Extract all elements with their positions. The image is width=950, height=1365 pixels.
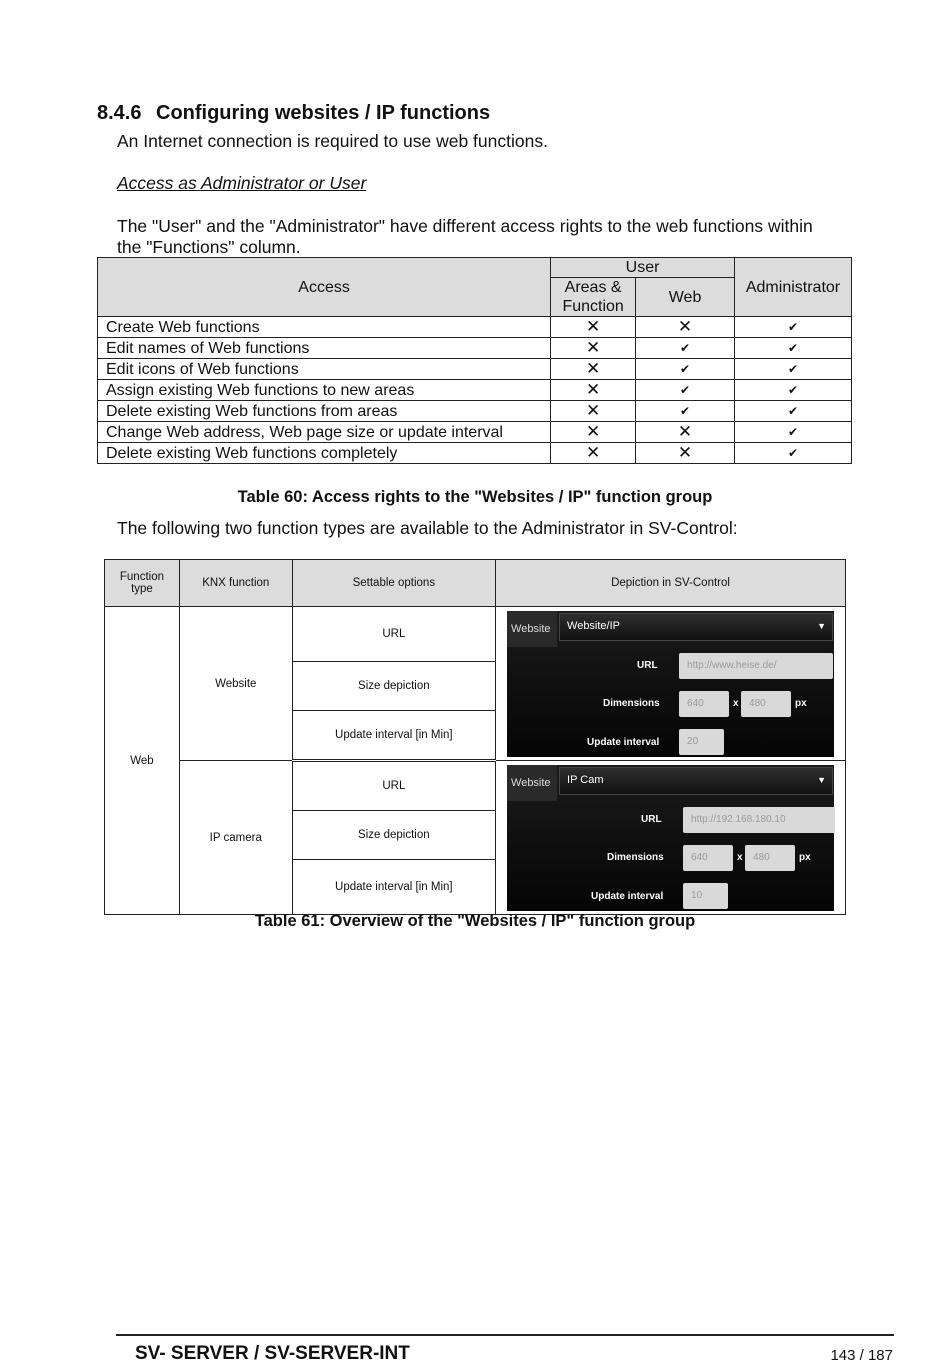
header-settable-options: Settable options <box>292 560 495 607</box>
access-areas-cell <box>551 317 636 338</box>
check-icon: ✔ <box>787 320 799 334</box>
header-web: Web <box>636 278 735 317</box>
panel-tab: Website <box>507 765 557 801</box>
panel-url-label: URL <box>637 659 658 671</box>
ip-camera-panel <box>507 765 834 911</box>
access-web-cell <box>636 422 735 443</box>
function-types-paragraph: The following two function types are available to the Administrator in SV-Control: <box>117 518 738 538</box>
knx-function-ip-camera: IP camera <box>179 761 292 915</box>
access-row <box>98 401 852 422</box>
access-admin-cell <box>734 443 851 464</box>
access-web-cell <box>636 380 735 401</box>
header-knx-function: KNX function <box>179 560 292 607</box>
intro-text: An Internet connection is required to use web functions. <box>117 131 548 151</box>
access-web-cell <box>636 317 735 338</box>
access-row-label: Change Web address, Web page size or update interval <box>98 422 551 443</box>
check-icon: ✔ <box>787 404 799 418</box>
chevron-down-icon: ▼ <box>817 620 827 631</box>
section-number: 8.4.6 <box>97 102 142 124</box>
access-row-label: Create Web functions <box>98 317 551 338</box>
panel-height-field: 480 <box>741 691 791 717</box>
panel-width-field: 640 <box>683 845 733 871</box>
access-row-label: Delete existing Web functions from areas <box>98 401 551 422</box>
panel-unit-label: px <box>795 697 807 709</box>
section-title: Configuring websites / IP functions <box>156 102 491 124</box>
option-size-depiction: Size depiction <box>292 662 495 711</box>
cross-icon: ✕ <box>586 338 601 357</box>
footer-page-number: 143 / 187 <box>830 1347 893 1364</box>
panel-interval-label: Update interval <box>591 890 664 902</box>
panel-select-value: IP Cam <box>567 773 604 786</box>
panel-interval-field: 20 <box>679 729 724 755</box>
panel-type-select <box>559 767 833 795</box>
panel-dimensions-label: Dimensions <box>607 851 664 863</box>
access-web-cell <box>636 401 735 422</box>
header-areas-line1: Areas & <box>564 279 622 296</box>
access-paragraph-line2: the "Functions" column. <box>117 237 301 257</box>
cross-icon: ✕ <box>677 422 693 441</box>
access-row-label: Delete existing Web functions completely <box>98 443 551 464</box>
check-icon: ✔ <box>787 362 799 376</box>
panel-url-field: http://www.heise.de/ <box>679 653 833 679</box>
access-admin-cell <box>734 401 851 422</box>
option-update-interval: Update interval [in Min] <box>292 711 495 761</box>
cross-icon: ✕ <box>677 317 693 336</box>
knx-function-website: Website <box>179 607 292 761</box>
access-web-cell <box>636 443 735 464</box>
access-web-cell <box>636 338 735 359</box>
check-icon: ✔ <box>680 341 691 355</box>
access-admin-cell <box>734 317 851 338</box>
option-size-depiction: Size depiction <box>292 811 495 860</box>
cross-icon: ✕ <box>586 359 601 378</box>
option-update-interval: Update interval [in Min] <box>292 860 495 915</box>
depiction-ip-camera <box>496 761 846 915</box>
access-row-label: Edit names of Web functions <box>98 338 551 359</box>
subheading: Access as Administrator or User <box>117 173 367 193</box>
header-access: Access <box>98 258 551 317</box>
header-function-type-line1: Function <box>119 571 164 583</box>
website-panel <box>507 611 834 757</box>
access-areas-cell <box>551 338 636 359</box>
header-depiction: Depiction in SV-Control <box>496 560 846 607</box>
section-heading <box>97 102 490 125</box>
function-type-cell: Web <box>105 607 180 915</box>
check-icon: ✔ <box>680 362 691 376</box>
chevron-down-icon: ▼ <box>817 774 827 785</box>
header-function-type-line2: type <box>131 583 153 595</box>
access-areas-cell <box>551 422 636 443</box>
panel-x-label: x <box>733 697 739 709</box>
cross-icon: ✕ <box>586 422 601 441</box>
access-row-label: Assign existing Web functions to new areas <box>98 380 551 401</box>
option-url: URL <box>292 607 495 662</box>
table60-caption: Table 60: Access rights to the "Websites / IP" function group <box>237 488 713 506</box>
panel-x-label: x <box>737 851 743 863</box>
header-function-type <box>105 560 180 607</box>
access-admin-cell <box>734 338 851 359</box>
access-admin-cell <box>734 422 851 443</box>
access-areas-cell <box>551 380 636 401</box>
cross-icon: ✕ <box>586 380 601 399</box>
cross-icon: ✕ <box>586 401 601 420</box>
option-url: URL <box>292 761 495 811</box>
access-web-cell <box>636 359 735 380</box>
check-icon: ✔ <box>680 383 691 397</box>
access-areas-cell <box>551 443 636 464</box>
header-areas-function <box>551 278 636 317</box>
panel-interval-label: Update interval <box>587 736 660 748</box>
cross-icon: ✕ <box>677 443 693 462</box>
panel-type-select <box>559 613 833 641</box>
access-paragraph-line1: The "User" and the "Administrator" have different access rights to the web functions within <box>117 216 813 236</box>
check-icon: ✔ <box>787 383 799 397</box>
access-admin-cell <box>734 380 851 401</box>
footer-divider <box>116 1334 894 1336</box>
table61-caption: Table 61: Overview of the "Websites / IP" function group <box>254 912 696 930</box>
header-user: User <box>551 258 735 278</box>
access-row <box>98 443 852 464</box>
header-administrator: Administrator <box>734 258 851 317</box>
access-areas-cell <box>551 359 636 380</box>
panel-url-field: http://192.168.180.10 <box>683 807 835 833</box>
panel-select-value: Website/IP <box>567 619 621 632</box>
access-row <box>98 338 852 359</box>
panel-height-field: 480 <box>745 845 795 871</box>
panel-width-field: 640 <box>679 691 729 717</box>
check-icon: ✔ <box>787 425 799 439</box>
panel-interval-field: 10 <box>683 883 728 909</box>
access-areas-cell <box>551 401 636 422</box>
access-row <box>98 380 852 401</box>
panel-dimensions-label: Dimensions <box>603 697 660 709</box>
cross-icon: ✕ <box>586 443 601 462</box>
panel-url-label: URL <box>641 813 662 825</box>
access-row-label: Edit icons of Web functions <box>98 359 551 380</box>
access-rights-rows <box>98 317 852 464</box>
check-icon: ✔ <box>787 446 799 460</box>
access-admin-cell <box>734 359 851 380</box>
header-areas-line2: Function <box>562 298 624 315</box>
access-row <box>98 317 852 338</box>
panel-unit-label: px <box>799 851 811 863</box>
footer-product: SV- SERVER / SV-SERVER-INT <box>135 1343 410 1364</box>
check-icon: ✔ <box>787 341 799 355</box>
access-row <box>98 359 852 380</box>
access-rights-table <box>97 257 852 464</box>
access-row <box>98 422 852 443</box>
panel-tab: Website <box>507 611 557 647</box>
check-icon: ✔ <box>680 404 691 418</box>
cross-icon: ✕ <box>586 317 601 336</box>
depiction-website <box>496 607 846 761</box>
function-overview-table <box>104 559 846 915</box>
